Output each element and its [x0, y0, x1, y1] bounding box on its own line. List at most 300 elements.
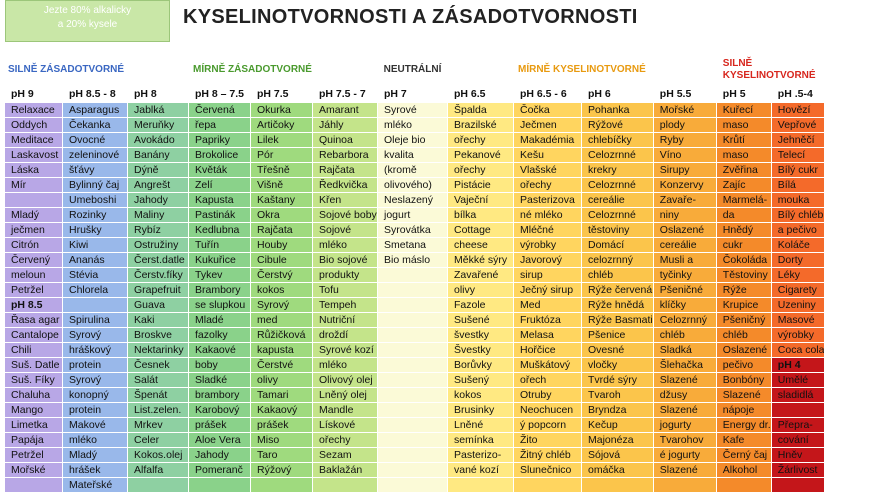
- cell-col9: Bryndza: [582, 403, 654, 418]
- cell-col10: Zavaře-: [653, 193, 716, 208]
- cell-col5: Amarant: [313, 103, 378, 118]
- cell-col4: Okra: [251, 208, 313, 223]
- group-strong-base: SILNĚ ZÁSADOTVORNÉ: [5, 53, 128, 87]
- table-row: [5, 388, 825, 403]
- cell-col1: Syrový: [63, 373, 128, 388]
- cell-col1: mléko: [63, 433, 128, 448]
- cell-col12: Hovězí: [771, 103, 825, 118]
- cell-col9: celozrnný: [582, 253, 654, 268]
- cell-col0: Mír: [5, 178, 63, 193]
- cell-col12: Telecí: [771, 148, 825, 163]
- cell-col1: protein: [63, 358, 128, 373]
- cell-col5: Sojové: [313, 223, 378, 238]
- cell-col7: Sušený: [448, 373, 514, 388]
- cell-col0: [5, 193, 63, 208]
- cell-col11: cukr: [716, 238, 771, 253]
- cell-col6: Neslazený: [378, 193, 448, 208]
- cell-col4: Taro: [251, 448, 313, 463]
- cell-col10: Sladká: [653, 343, 716, 358]
- cell-col8: Vlašské: [514, 163, 582, 178]
- table-row: [5, 343, 825, 358]
- cell-col3: prášek: [189, 418, 251, 433]
- cell-col7: cheese: [448, 238, 514, 253]
- cell-col7: Pasterizo-: [448, 448, 514, 463]
- cell-col5: Rajčata: [313, 163, 378, 178]
- cell-col9: Pohanka: [582, 103, 654, 118]
- cell-col9: chléb: [582, 268, 654, 283]
- cell-col0: Relaxace: [5, 103, 63, 118]
- cell-col5: mléko: [313, 238, 378, 253]
- cell-col5: Syrové kozí: [313, 343, 378, 358]
- cell-col10: Slazené: [653, 373, 716, 388]
- ph-header-7: pH 6.5: [448, 87, 514, 103]
- cell-col0: Řasa agar: [5, 313, 63, 328]
- ph-food-table: [4, 52, 825, 493]
- cell-col8: Ječný sirup: [514, 283, 582, 298]
- cell-col10: niny: [653, 208, 716, 223]
- cell-col3: Kukuřice: [189, 253, 251, 268]
- group-mild-acid: MÍRNĚ KYSELINOTVORNÉ: [448, 53, 717, 87]
- cell-col0: Petržel: [5, 283, 63, 298]
- advice-line-1: Jezte 80% alkalicky: [43, 5, 132, 16]
- cell-col8: Fruktóza: [514, 313, 582, 328]
- cell-col2: Mrkev: [128, 418, 189, 433]
- cell-col1: šťávy: [63, 163, 128, 178]
- ph-header-12: pH .5-4: [771, 87, 825, 103]
- cell-col3: Brambory: [189, 283, 251, 298]
- cell-col8: Muškátový: [514, 358, 582, 373]
- ph-header-4: pH 7.5: [251, 87, 313, 103]
- cell-col6: [378, 283, 448, 298]
- cell-col7: vané kozí: [448, 463, 514, 478]
- cell-col12: Masové: [771, 313, 825, 328]
- cell-col9: Rýžové: [582, 118, 654, 133]
- cell-col1: Umeboshi: [63, 193, 128, 208]
- cell-col2: Celer: [128, 433, 189, 448]
- cell-col7: ořechy: [448, 133, 514, 148]
- cell-col10: Konzervy: [653, 178, 716, 193]
- cell-col8: [514, 478, 582, 493]
- cell-col7: Pistácie: [448, 178, 514, 193]
- cell-col1: Spirulina: [63, 313, 128, 328]
- cell-col4: Okurka: [251, 103, 313, 118]
- cell-col8: výrobky: [514, 238, 582, 253]
- cell-col8: né mléko: [514, 208, 582, 223]
- group-strong-acid: SILNĚ KYSELINOTVORNÉ: [716, 53, 825, 87]
- cell-col10: klíčky: [653, 298, 716, 313]
- cell-col2: Angrešt: [128, 178, 189, 193]
- cell-col0: Limetka: [5, 418, 63, 433]
- cell-col6: [378, 313, 448, 328]
- cell-col11: Hnědý: [716, 223, 771, 238]
- cell-col6: [378, 418, 448, 433]
- cell-col12: Přepra-: [771, 418, 825, 433]
- table-row: [5, 403, 825, 418]
- table-row: [5, 133, 825, 148]
- cell-col8: Kešu: [514, 148, 582, 163]
- cell-col2: Salát: [128, 373, 189, 388]
- cell-col7: Sušené: [448, 313, 514, 328]
- cell-col1: Kiwi: [63, 238, 128, 253]
- table-row: [5, 268, 825, 283]
- cell-col12: [771, 403, 825, 418]
- cell-col9: Sójová: [582, 448, 654, 463]
- cell-col5: Jáhly: [313, 118, 378, 133]
- cell-col0: Mango: [5, 403, 63, 418]
- cell-col5: Tofu: [313, 283, 378, 298]
- cell-col12: cování: [771, 433, 825, 448]
- cell-col5: droždí: [313, 328, 378, 343]
- cell-col10: Šlehačka: [653, 358, 716, 373]
- cell-col1: Stévia: [63, 268, 128, 283]
- cell-col12: [771, 478, 825, 493]
- cell-col12: Bílá: [771, 178, 825, 193]
- advice-line-2: a 20% kysele: [57, 19, 118, 30]
- cell-col3: Karobový: [189, 403, 251, 418]
- table-row: [5, 298, 825, 313]
- cell-col0: ječmen: [5, 223, 63, 238]
- cell-col5: Sezam: [313, 448, 378, 463]
- cell-col7: olivy: [448, 283, 514, 298]
- cell-col11: Energy dr.: [716, 418, 771, 433]
- cell-col5: mléko: [313, 358, 378, 373]
- cell-col7: Švestky: [448, 343, 514, 358]
- cell-col3: Brokolice: [189, 148, 251, 163]
- cell-col3: boby: [189, 358, 251, 373]
- cell-col8: Makadémia: [514, 133, 582, 148]
- table-row: [5, 163, 825, 178]
- cell-col12: mouka: [771, 193, 825, 208]
- cell-col8: Melasa: [514, 328, 582, 343]
- cell-col7: Fazole: [448, 298, 514, 313]
- cell-col4: Čerstvé: [251, 358, 313, 373]
- table-row: [5, 223, 825, 238]
- cell-col10: tyčinky: [653, 268, 716, 283]
- cell-col11: Kuřecí: [716, 103, 771, 118]
- cell-col5: Lískové: [313, 418, 378, 433]
- table-row: [5, 418, 825, 433]
- cell-col12: Uzeniny: [771, 298, 825, 313]
- ph-header-6: pH 7: [378, 87, 448, 103]
- cell-col7: Brazilské: [448, 118, 514, 133]
- ph-header-9: pH 6: [582, 87, 654, 103]
- cell-col7: Pekanové: [448, 148, 514, 163]
- cell-col2: Nektarinky: [128, 343, 189, 358]
- table-row: [5, 463, 825, 478]
- cell-col0: Suš. Fíky: [5, 373, 63, 388]
- cell-col10: Slazené: [653, 463, 716, 478]
- cell-col2: Kaki: [128, 313, 189, 328]
- cell-col4: Miso: [251, 433, 313, 448]
- cell-col11: Kafe: [716, 433, 771, 448]
- cell-col3: Pomeranč: [189, 463, 251, 478]
- cell-col8: Žitný chléb: [514, 448, 582, 463]
- cell-col0: [5, 478, 63, 493]
- ph-header-3: pH 8 – 7.5: [189, 87, 251, 103]
- cell-col2: Čerst.datle: [128, 253, 189, 268]
- cell-col3: Kakaové: [189, 343, 251, 358]
- cell-col6: kvalita: [378, 148, 448, 163]
- cell-col5: Bio sojové: [313, 253, 378, 268]
- cell-col5: Tempeh: [313, 298, 378, 313]
- table-row: [5, 103, 825, 118]
- cell-col11: Bonbóny: [716, 373, 771, 388]
- cell-col9: Tvrdé sýry: [582, 373, 654, 388]
- cell-col3: Pastinák: [189, 208, 251, 223]
- cell-col9: Rýže hnědá: [582, 298, 654, 313]
- cell-col12: Coca cola: [771, 343, 825, 358]
- cell-col9: cereálie: [582, 193, 654, 208]
- cell-col8: Otruby: [514, 388, 582, 403]
- cell-col10: džusy: [653, 388, 716, 403]
- cell-col6: [378, 328, 448, 343]
- cell-col0: Citrón: [5, 238, 63, 253]
- cell-col4: prášek: [251, 418, 313, 433]
- cell-col10: Víno: [653, 148, 716, 163]
- cell-col9: chlebíčky: [582, 133, 654, 148]
- cell-col7: Zavařené: [448, 268, 514, 283]
- cell-col6: [378, 298, 448, 313]
- table-row: [5, 208, 825, 223]
- cell-col7: ořechy: [448, 163, 514, 178]
- cell-col7: Vaječní: [448, 193, 514, 208]
- cell-col10: Tvarohov: [653, 433, 716, 448]
- cell-col4: Třešně: [251, 163, 313, 178]
- cell-col6: mléko: [378, 118, 448, 133]
- cell-col10: Sirupy: [653, 163, 716, 178]
- cell-col9: Celozrnné: [582, 178, 654, 193]
- cell-col3: Červená: [189, 103, 251, 118]
- cell-col1: Chlorela: [63, 283, 128, 298]
- table-row: [5, 373, 825, 388]
- cell-col3: Jahody: [189, 448, 251, 463]
- cell-col2: Broskve: [128, 328, 189, 343]
- cell-col4: [251, 478, 313, 493]
- cell-col4: Višně: [251, 178, 313, 193]
- cell-col12: Cigarety: [771, 283, 825, 298]
- cell-col3: Papriky: [189, 133, 251, 148]
- cell-col0: pH 8.5: [5, 298, 63, 313]
- cell-col11: Krůtí: [716, 133, 771, 148]
- cell-col1: Syrový: [63, 328, 128, 343]
- cell-col3: Tuřín: [189, 238, 251, 253]
- cell-col5: Sojové boby: [313, 208, 378, 223]
- cell-col10: Pšeničné: [653, 283, 716, 298]
- cell-col2: Kokos.olej: [128, 448, 189, 463]
- cell-col9: vločky: [582, 358, 654, 373]
- cell-col0: Oddych: [5, 118, 63, 133]
- cell-col7: Borůvky: [448, 358, 514, 373]
- cell-col6: [378, 388, 448, 403]
- table-row: [5, 253, 825, 268]
- cell-col6: olivového): [378, 178, 448, 193]
- cell-col1: Čekanka: [63, 118, 128, 133]
- ph-header-5: pH 7.5 - 7: [313, 87, 378, 103]
- cell-col5: Olivový olej: [313, 373, 378, 388]
- ph-header-1: pH 8.5 - 8: [63, 87, 128, 103]
- ph-header-10: pH 5.5: [653, 87, 716, 103]
- cell-col6: [378, 478, 448, 493]
- cell-col2: Avokádo: [128, 133, 189, 148]
- table-row: [5, 118, 825, 133]
- cell-col2: List.zelen.: [128, 403, 189, 418]
- cell-col3: Aloe Vera: [189, 433, 251, 448]
- cell-col10: [653, 478, 716, 493]
- cell-col12: Bílý cukr: [771, 163, 825, 178]
- cell-col6: [378, 403, 448, 418]
- cell-col1: Hrušky: [63, 223, 128, 238]
- cell-col9: Majonéza: [582, 433, 654, 448]
- cell-col2: Česnek: [128, 358, 189, 373]
- cell-col6: jogurt: [378, 208, 448, 223]
- cell-col8: Mléčné: [514, 223, 582, 238]
- cell-col1: [63, 298, 128, 313]
- cell-col2: Meruňky: [128, 118, 189, 133]
- cell-col4: Syrový: [251, 298, 313, 313]
- cell-col11: Černý čaj: [716, 448, 771, 463]
- cell-col3: Kapusta: [189, 193, 251, 208]
- ph-header-0: pH 9: [5, 87, 63, 103]
- cell-col12: Bílý chléb: [771, 208, 825, 223]
- cell-col2: Grapefruit: [128, 283, 189, 298]
- cell-col8: Javorový: [514, 253, 582, 268]
- cell-col4: Pór: [251, 148, 313, 163]
- cell-col0: Mořské: [5, 463, 63, 478]
- cell-col0: meloun: [5, 268, 63, 283]
- table-row: [5, 328, 825, 343]
- cell-col7: kokos: [448, 388, 514, 403]
- cell-col11: Zvěřina: [716, 163, 771, 178]
- cell-col9: Tvaroh: [582, 388, 654, 403]
- cell-col12: Žárlivost: [771, 463, 825, 478]
- cell-col4: Artičoky: [251, 118, 313, 133]
- group-mild-base: MÍRNĚ ZÁSADOTVORNÉ: [128, 53, 378, 87]
- cell-col6: Smetana: [378, 238, 448, 253]
- cell-col3: řepa: [189, 118, 251, 133]
- cell-col12: Koláče: [771, 238, 825, 253]
- cell-col8: ořech: [514, 373, 582, 388]
- cell-col7: Měkké sýry: [448, 253, 514, 268]
- table-row: [5, 178, 825, 193]
- cell-col5: Rebarbora: [313, 148, 378, 163]
- cell-col1: konopný: [63, 388, 128, 403]
- cell-col0: Cantalope: [5, 328, 63, 343]
- cell-col12: Jehněčí: [771, 133, 825, 148]
- cell-col10: Celozrnný: [653, 313, 716, 328]
- cell-col1: Ananás: [63, 253, 128, 268]
- cell-col9: Domácí: [582, 238, 654, 253]
- cell-col9: [582, 478, 654, 493]
- table-row: [5, 433, 825, 448]
- cell-col7: semínka: [448, 433, 514, 448]
- cell-col4: Růžičková: [251, 328, 313, 343]
- cell-col9: Rýže Basmati: [582, 313, 654, 328]
- cell-col2: Ostružiny: [128, 238, 189, 253]
- cell-col5: Křen: [313, 193, 378, 208]
- cell-col1: Mateřské: [63, 478, 128, 493]
- cell-col1: Mladý: [63, 448, 128, 463]
- cell-col0: Suš. Datle: [5, 358, 63, 373]
- cell-col11: pečivo: [716, 358, 771, 373]
- cell-col0: Láska: [5, 163, 63, 178]
- cell-col11: Pšeničný: [716, 313, 771, 328]
- cell-col11: chléb: [716, 328, 771, 343]
- cell-col8: Čočka: [514, 103, 582, 118]
- cell-col4: Rýžový: [251, 463, 313, 478]
- table-row: [5, 148, 825, 163]
- cell-col9: Rýže červená: [582, 283, 654, 298]
- cell-col11: Těstoviny: [716, 268, 771, 283]
- cell-col0: Chaluha: [5, 388, 63, 403]
- cell-col9: Pšenice: [582, 328, 654, 343]
- table-row: [5, 358, 825, 373]
- cell-col1: Bylinný čaj: [63, 178, 128, 193]
- cell-col12: pH 4: [771, 358, 825, 373]
- cell-col6: [378, 268, 448, 283]
- cell-col8: ořechy: [514, 178, 582, 193]
- cell-col5: Nutriční: [313, 313, 378, 328]
- table-row: [5, 238, 825, 253]
- cell-col4: kokos: [251, 283, 313, 298]
- cell-col10: Musli a: [653, 253, 716, 268]
- cell-col11: maso: [716, 118, 771, 133]
- cell-col8: Neochucen: [514, 403, 582, 418]
- cell-col8: Žito: [514, 433, 582, 448]
- cell-col6: Syrové: [378, 103, 448, 118]
- cell-col1: hráškový: [63, 343, 128, 358]
- cell-col1: Asparagus: [63, 103, 128, 118]
- cell-col6: [378, 343, 448, 358]
- cell-col4: Rajčata: [251, 223, 313, 238]
- cell-col8: Pasterizova: [514, 193, 582, 208]
- cell-col11: Marmelá-: [716, 193, 771, 208]
- cell-col10: jogurty: [653, 418, 716, 433]
- cell-col6: [378, 358, 448, 373]
- cell-col9: těstoviny: [582, 223, 654, 238]
- cell-col0: Laskavost: [5, 148, 63, 163]
- cell-col2: Dýně: [128, 163, 189, 178]
- cell-col2: Čerstv.fíky: [128, 268, 189, 283]
- cell-col2: Maliny: [128, 208, 189, 223]
- cell-col10: é jogurty: [653, 448, 716, 463]
- cell-col6: [378, 433, 448, 448]
- cell-col3: fazolky: [189, 328, 251, 343]
- cell-col6: Syrovátka: [378, 223, 448, 238]
- cell-col0: Petržel: [5, 448, 63, 463]
- table-row: [5, 193, 825, 208]
- cell-col0: Chili: [5, 343, 63, 358]
- cell-col5: ořechy: [313, 433, 378, 448]
- cell-col12: výrobky: [771, 328, 825, 343]
- cell-col6: Oleje bio: [378, 133, 448, 148]
- cell-col3: Mladé: [189, 313, 251, 328]
- ph-header-2: pH 8: [128, 87, 189, 103]
- cell-col12: Léky: [771, 268, 825, 283]
- cell-col6: [378, 448, 448, 463]
- cell-col3: Kedlubna: [189, 223, 251, 238]
- cell-col1: hrášek: [63, 463, 128, 478]
- cell-col11: Oslazené: [716, 343, 771, 358]
- cell-col0: Papája: [5, 433, 63, 448]
- cell-col9: Celozrnné: [582, 208, 654, 223]
- cell-col11: Zajíc: [716, 178, 771, 193]
- cell-col2: Rybíz: [128, 223, 189, 238]
- ph-header-11: pH 5: [716, 87, 771, 103]
- cell-col4: Kakaový: [251, 403, 313, 418]
- table-row: [5, 478, 825, 493]
- table-row: [5, 313, 825, 328]
- cell-col9: Celozrnné: [582, 148, 654, 163]
